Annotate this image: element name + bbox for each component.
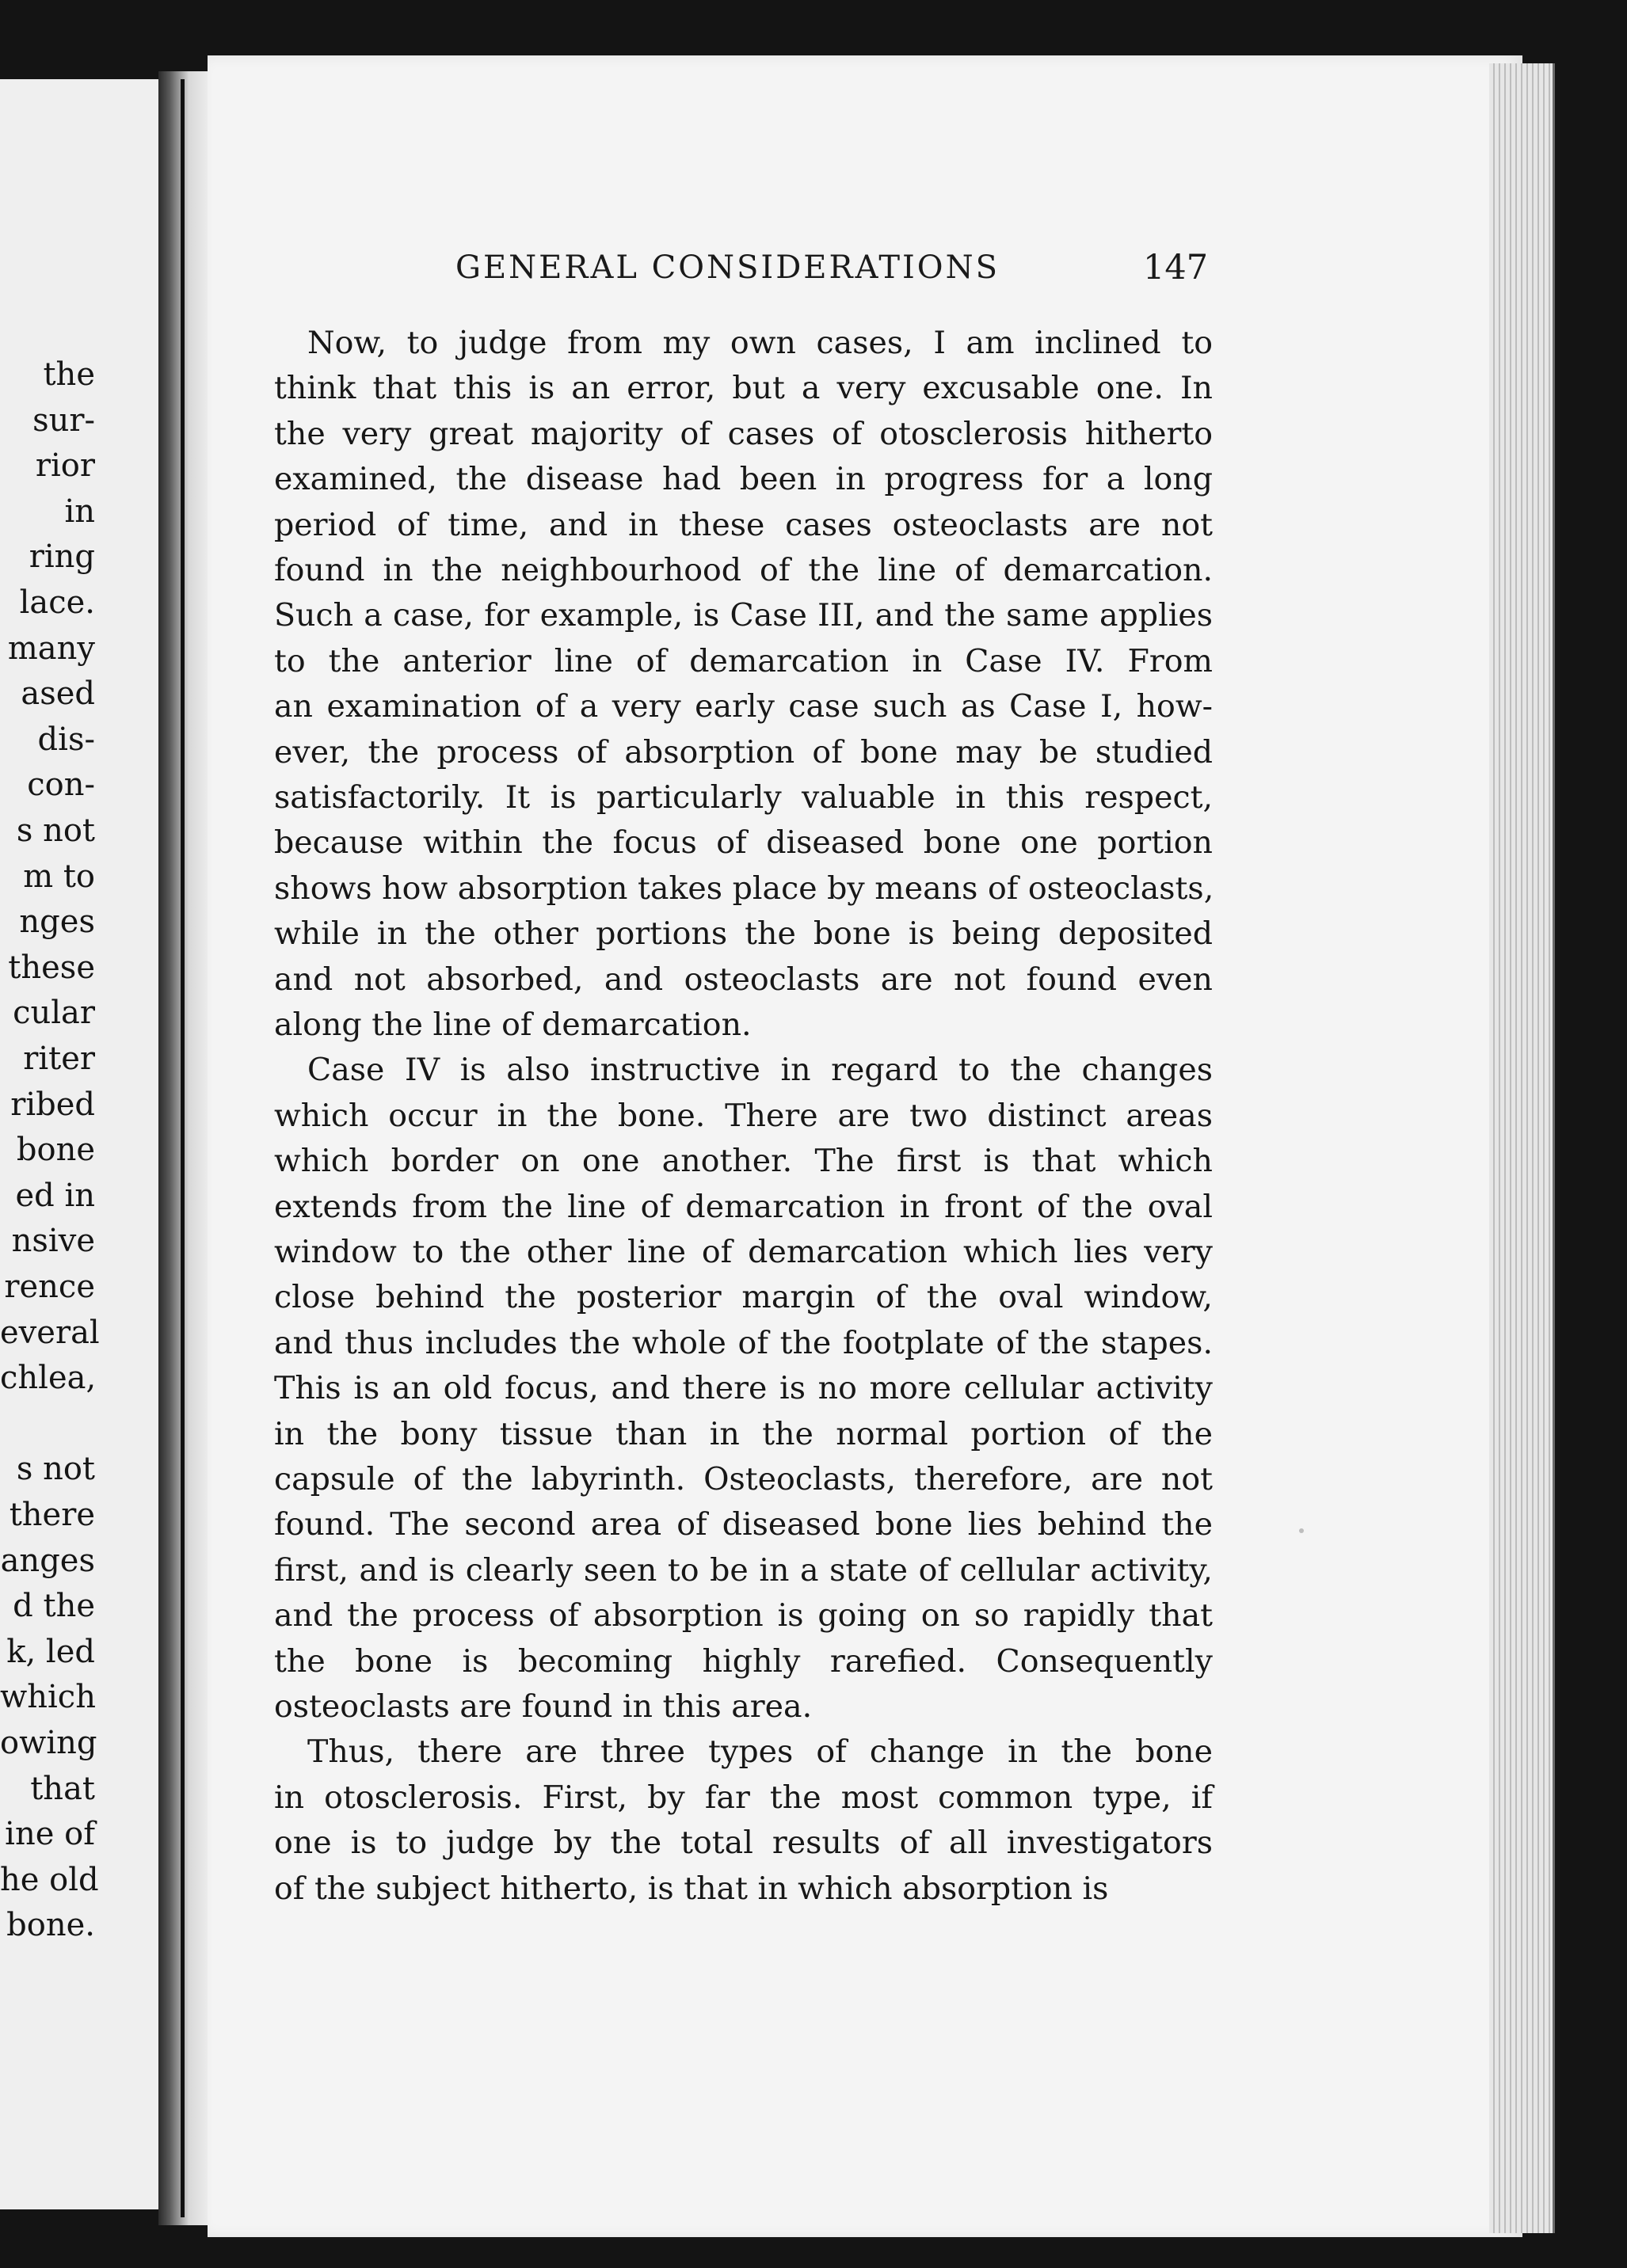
left-page-line: owing xyxy=(0,1725,97,1761)
left-page-line: s not xyxy=(16,1451,95,1488)
left-page-line: bone. xyxy=(6,1907,95,1944)
left-page-line: he old xyxy=(0,1861,99,1898)
left-page-line: k, led xyxy=(6,1633,95,1670)
paper-speck xyxy=(1299,1528,1304,1533)
left-page-line: sur- xyxy=(32,401,95,439)
left-page-line: s not xyxy=(16,812,95,849)
left-page-line: ed in xyxy=(15,1177,95,1214)
body-line: Thus, there are three types of change in the bone xyxy=(307,1733,1213,1771)
body-line: in the bony tissue than in the normal portion of the xyxy=(274,1415,1213,1452)
left-page-line: there xyxy=(9,1497,95,1533)
body-line: capsule of the labyrinth. Osteoclasts, therefore, are not xyxy=(274,1461,1213,1497)
left-page-line: ring xyxy=(29,538,95,576)
left-page-line: nsive xyxy=(11,1223,95,1260)
left-page-line: chlea, xyxy=(0,1360,97,1397)
left-page-line: many xyxy=(7,630,95,667)
body-line: satisfactorily. It is particularly valuable in this respect, xyxy=(274,779,1213,816)
left-page-line: these xyxy=(8,949,95,986)
body-line: found. The second area of diseased bone lies behind the xyxy=(274,1506,1213,1543)
body-line: one is to judge by the total results of all investigators xyxy=(274,1825,1213,1862)
body-line: along the line of demarcation. xyxy=(274,1007,752,1043)
body-line: an examination of a very early case such as Case I, how- xyxy=(274,688,1213,725)
body-line: of the subject hitherto, is that in which absorption is xyxy=(274,1870,1109,1907)
body-line: close behind the posterior margin of the oval window, xyxy=(274,1279,1213,1316)
body-line: which border on one another. The first is that which xyxy=(274,1143,1213,1180)
left-page-line: ased xyxy=(21,675,95,713)
body-line: because within the focus of diseased bone one portion xyxy=(274,824,1213,862)
body-line: the bone is becoming highly rarefied. Consequently xyxy=(274,1642,1213,1680)
body-line: and the process of absorption is going on so rapidly that xyxy=(274,1597,1213,1634)
left-page-line: d the xyxy=(13,1588,95,1625)
left-page-line: nges xyxy=(19,904,95,941)
left-page-line: con- xyxy=(27,767,95,804)
body-line: shows how absorption takes place by means of osteoclasts, xyxy=(274,870,1214,907)
body-line: osteoclasts are found in this area. xyxy=(274,1688,813,1725)
left-page-line: in xyxy=(64,493,95,530)
body-line: in otosclerosis. First, by far the most common type, if xyxy=(274,1779,1213,1816)
left-page-line: which xyxy=(0,1679,96,1716)
page-edges xyxy=(1489,63,1555,2233)
left-page-line: ine of xyxy=(5,1816,95,1853)
book-gutter xyxy=(158,71,214,2225)
left-page-line: the xyxy=(43,356,95,393)
body-line: which occur in the bone. There are two distinct areas xyxy=(274,1097,1213,1134)
left-page-line: ribed xyxy=(10,1086,95,1123)
left-page-line: rior xyxy=(35,447,95,485)
left-page-line: that xyxy=(30,1770,95,1807)
body-line: Now, to judge from my own cases, I am inclined to xyxy=(307,325,1213,361)
left-page-line: dis- xyxy=(37,721,95,758)
body-line: ever, the process of absorption of bone may be studied xyxy=(274,733,1213,771)
body-line: Case IV is also instructive in regard to the changes xyxy=(307,1052,1213,1089)
left-page-line: m to xyxy=(23,858,95,895)
left-page-line: cular xyxy=(13,995,95,1032)
body-line: extends from the line of demarcation in front of the oval xyxy=(274,1188,1213,1225)
body-line: think that this is an error, but a very excusable one. In xyxy=(274,370,1213,407)
left-page-line: rence xyxy=(4,1269,95,1305)
body-line: and thus includes the whole of the footplate of the stapes. xyxy=(274,1324,1213,1361)
body-line: while in the other portions the bone is being deposited xyxy=(274,915,1213,953)
spine-shadow-line xyxy=(181,79,185,2217)
body-line: found in the neighbourhood of the line of demarcation. xyxy=(274,552,1213,588)
body-line: window to the other line of demarcation which lies very xyxy=(274,1234,1213,1270)
left-page-line: riter xyxy=(23,1041,95,1077)
left-page-line: lace. xyxy=(19,584,95,621)
page-number: 147 xyxy=(1143,248,1209,287)
body-line: Such a case, for example, is Case III, and the same applies xyxy=(274,597,1213,634)
body-line: period of time, and in these cases osteoclasts are not xyxy=(274,506,1213,543)
body-line: and not absorbed, and osteoclasts are not found even xyxy=(274,961,1213,998)
running-head: GENERAL CONSIDERATIONS xyxy=(455,249,1000,286)
body-line: the very great majority of cases of otosclerosis hitherto xyxy=(274,415,1213,452)
left-page-line: anges xyxy=(0,1542,95,1579)
left-page-line: bone xyxy=(16,1132,95,1169)
left-page-line: everal xyxy=(0,1314,100,1351)
body-line: examined, the disease had been in progress for a long xyxy=(274,461,1213,498)
body-line: first, and is clearly seen to be in a state of cellular activity, xyxy=(274,1551,1213,1589)
body-line: This is an old focus, and there is no more cellular activity xyxy=(274,1370,1213,1407)
body-line: to the anterior line of demarcation in Case IV. From xyxy=(274,642,1213,679)
